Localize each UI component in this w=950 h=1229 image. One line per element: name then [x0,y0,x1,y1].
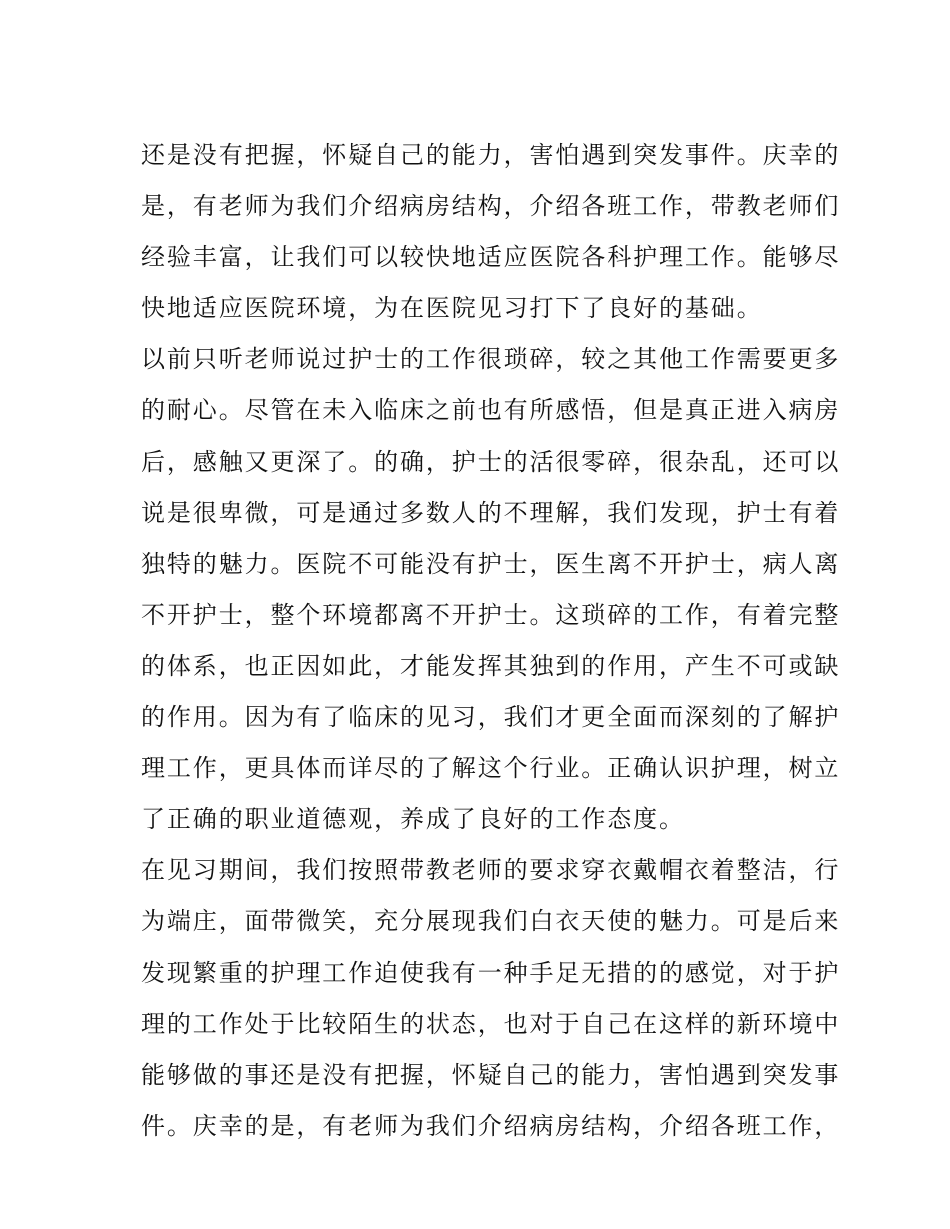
text-line: 后，感触又更深了。的确，护士的活很零碎，很杂乱，还可以 [141,447,841,476]
text-line: 是，有老师为我们介绍病房结构，介绍各班工作，带教老师们 [141,192,841,221]
text-line: 的体系，也正因如此，才能发挥其独到的作用，产生不可或缺 [141,651,841,680]
text-line: 的作用。因为有了临床的见习，我们才更全面而深刻的了解护 [141,703,841,732]
text-line: 了正确的职业道德观，养成了良好的工作态度。 [141,805,685,834]
text-line: 不开护士，整个环境都离不开护士。这琐碎的工作，有着完整 [141,600,841,629]
text-line: 以前只听老师说过护士的工作很琐碎，较之其他工作需要更多 [141,345,841,374]
text-line: 经验丰富，让我们可以较快地适应医院各科护理工作。能够尽 [141,243,841,272]
text-line: 快地适应医院环境，为在医院见习打下了良好的基础。 [141,294,763,323]
text-line: 说是很卑微，可是通过多数人的不理解，我们发现，护士有着 [141,498,841,527]
text-line: 在见习期间，我们按照带教老师的要求穿衣戴帽衣着整洁，行 [141,856,841,885]
text-line: 理的工作处于比较陌生的状态，也对于自己在这样的新环境中 [141,1009,841,1038]
text-line: 的耐心。尽管在未入临床之前也有所感悟，但是真正进入病房 [141,396,841,425]
text-line: 能够做的事还是没有把握，怀疑自己的能力，害怕遇到突发事 [141,1060,841,1089]
text-line: 件。庆幸的是，有老师为我们介绍病房结构，介绍各班工作， [141,1111,841,1140]
body-text [141,130,841,1152]
text-line: 还是没有把握，怀疑自己的能力，害怕遇到突发事件。庆幸的 [141,141,841,169]
text-line: 理工作，更具体而详尽的了解这个行业。正确认识护理，树立 [141,754,841,783]
text-line: 发现繁重的护理工作迫使我有一种手足无措的的感觉，对于护 [141,958,841,987]
text-line: 独特的魅力。医院不可能没有护士，医生离不开护士，病人离 [141,549,841,578]
text-line: 为端庄，面带微笑，充分展现我们白衣天使的魅力。可是后来 [141,907,841,936]
